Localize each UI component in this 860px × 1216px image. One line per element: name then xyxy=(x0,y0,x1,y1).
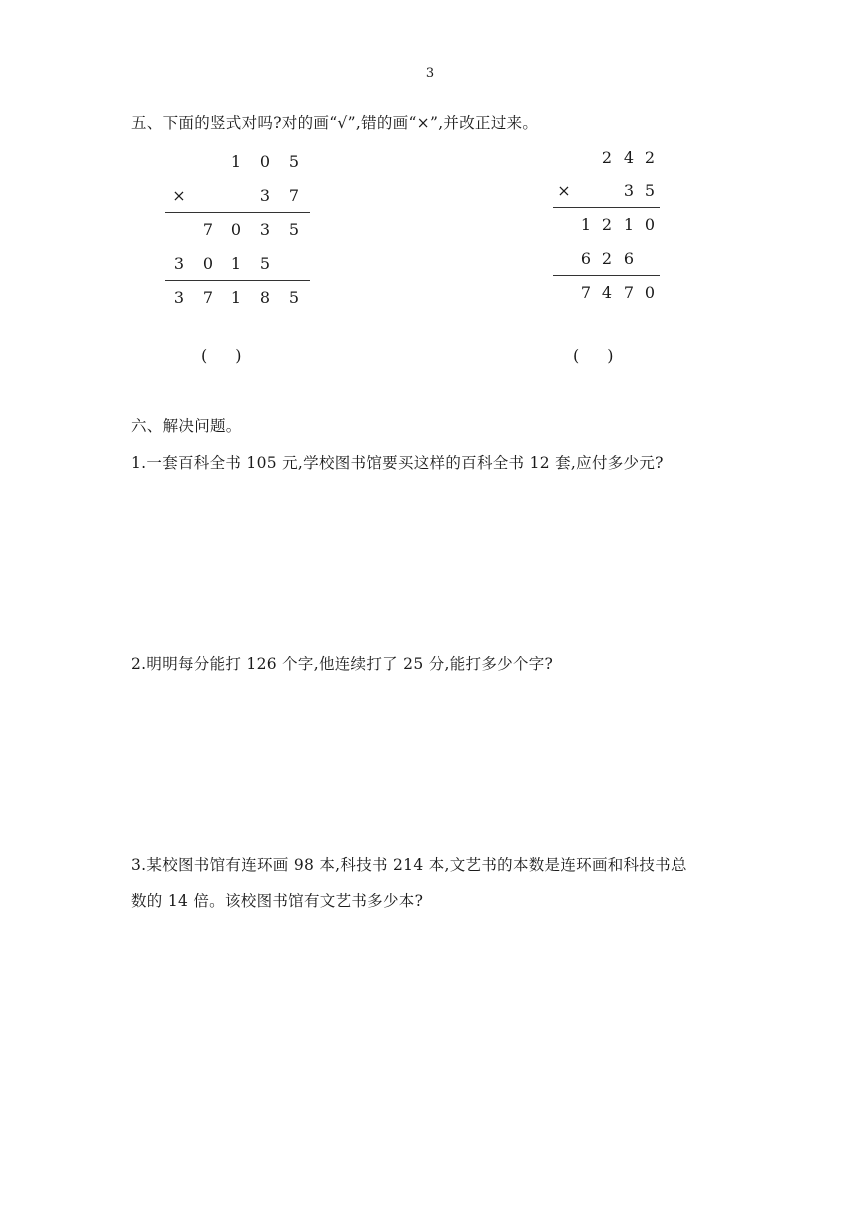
right-calc-digit-r4-c4: 0 xyxy=(644,283,656,302)
right-answer-open: ( xyxy=(573,346,580,365)
right-calc-digit-r0-c3: 4 xyxy=(623,148,635,167)
left-answer-close: ) xyxy=(235,346,242,365)
left-calc-digit-r2-c2: 0 xyxy=(230,220,242,239)
left-calc-rule-1 xyxy=(165,212,310,213)
left-calc-digit-r3-c2: 1 xyxy=(230,254,242,273)
right-calc-rule-1 xyxy=(553,207,660,208)
right-calc-digit-r0-c4: 2 xyxy=(644,148,656,167)
left-calc-digit-r1-c0: × xyxy=(172,186,186,205)
left-calc-digit-r0-c2: 1 xyxy=(230,152,242,171)
left-calc-digit-r2-c3: 3 xyxy=(259,220,271,239)
left-calc-digit-r0-c3: 0 xyxy=(259,152,271,171)
left-calc-digit-r3-c3: 5 xyxy=(259,254,271,273)
left-calc-digit-r1-c4: 7 xyxy=(288,186,300,205)
left-answer-parentheses[interactable] xyxy=(201,346,242,365)
right-calc-digit-r1-c3: 3 xyxy=(623,181,635,200)
right-calc-digit-r1-c4: 5 xyxy=(644,181,656,200)
right-calc-digit-r2-c2: 2 xyxy=(601,215,613,234)
left-calc-digit-r4-c3: 8 xyxy=(259,288,271,307)
right-calc-digit-r3-c3: 6 xyxy=(623,249,635,268)
right-calc-digit-r2-c3: 1 xyxy=(623,215,635,234)
left-calc-digit-r4-c1: 7 xyxy=(202,288,214,307)
right-calc-digit-r4-c3: 7 xyxy=(623,283,635,302)
question-3-line-2: 数的 14 倍。该校图书馆有文艺书多少本? xyxy=(131,892,424,910)
section6-heading: 六、解决问题。 xyxy=(131,417,242,435)
right-answer-close: ) xyxy=(607,346,614,365)
page-number: 3 xyxy=(425,66,435,81)
left-calc-digit-r4-c4: 5 xyxy=(288,288,300,307)
left-answer-open: ( xyxy=(201,346,208,365)
section5-heading: 五、下面的竖式对吗?对的画“√”,错的画“×”,并改正过来。 xyxy=(131,114,539,132)
left-calc-digit-r4-c0: 3 xyxy=(173,288,185,307)
question-3-line-1: 3.某校图书馆有连环画 98 本,科技书 214 本,文艺书的本数是连环画和科技书总 xyxy=(131,856,687,874)
left-calc-digit-r2-c1: 7 xyxy=(202,220,214,239)
left-calc-digit-r0-c4: 5 xyxy=(288,152,300,171)
right-calc-digit-r0-c2: 2 xyxy=(601,148,613,167)
left-calc-digit-r4-c2: 1 xyxy=(230,288,242,307)
right-calc-digit-r1-c0: × xyxy=(557,181,571,200)
right-calc-digit-r4-c2: 4 xyxy=(601,283,613,302)
right-calc-digit-r3-c2: 2 xyxy=(601,249,613,268)
right-calc-digit-r2-c1: 1 xyxy=(580,215,592,234)
left-calc-digit-r1-c3: 3 xyxy=(259,186,271,205)
left-calc-digit-r2-c4: 5 xyxy=(288,220,300,239)
right-answer-parentheses[interactable] xyxy=(573,346,614,365)
left-calc-digit-r3-c1: 0 xyxy=(202,254,214,273)
right-calc-digit-r3-c1: 6 xyxy=(580,249,592,268)
question-1: 1.一套百科全书 105 元,学校图书馆要买这样的百科全书 12 套,应付多少元? xyxy=(131,454,664,472)
question-2: 2.明明每分能打 126 个字,他连续打了 25 分,能打多少个字? xyxy=(131,655,554,673)
left-calc-digit-r3-c0: 3 xyxy=(173,254,185,273)
right-calc-rule-2 xyxy=(553,275,660,276)
right-calc-digit-r2-c4: 0 xyxy=(644,215,656,234)
left-calc-rule-2 xyxy=(165,280,310,281)
right-calc-digit-r4-c1: 7 xyxy=(580,283,592,302)
